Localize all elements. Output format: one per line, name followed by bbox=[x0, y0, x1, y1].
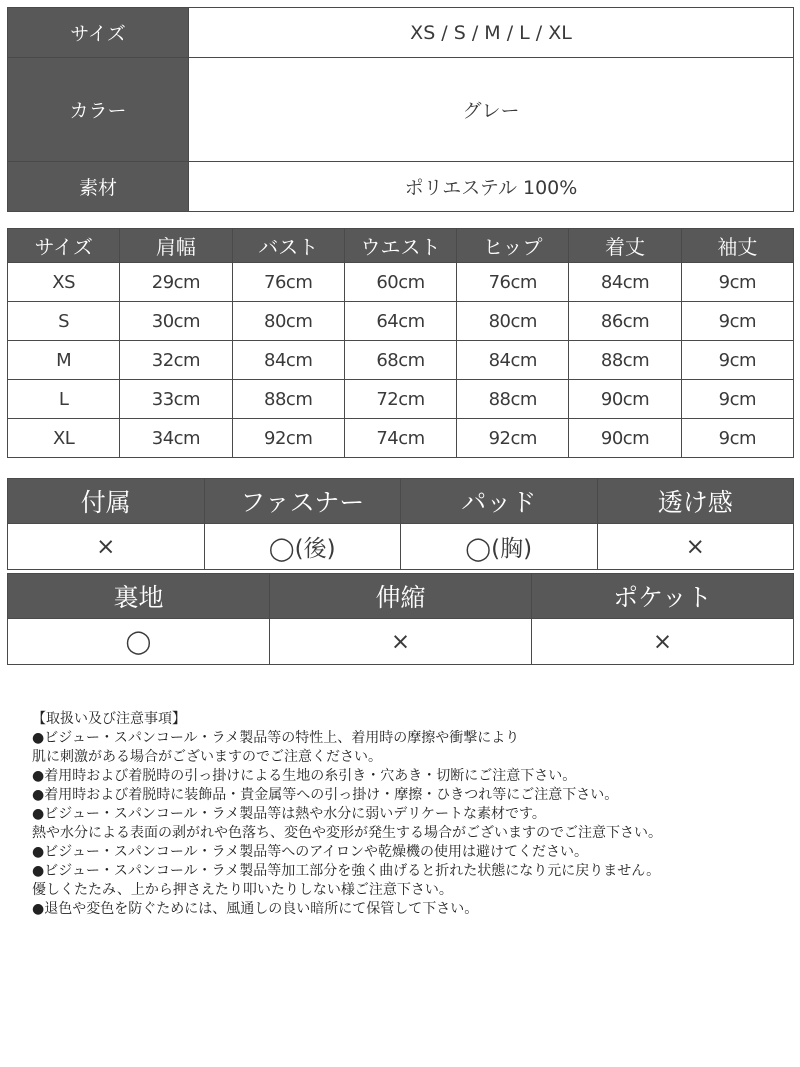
size-label: サイズ bbox=[8, 8, 189, 58]
length-cell: 88cm bbox=[569, 341, 681, 380]
sleeve-cell: 9cm bbox=[681, 263, 793, 302]
feature-zipper-label: ファスナー bbox=[204, 479, 401, 524]
header-bust: バスト bbox=[232, 229, 344, 263]
header-waist: ウエスト bbox=[344, 229, 456, 263]
features-header-row bbox=[8, 574, 794, 619]
notes-line: ●ビジュー・スパンコール・ラメ製品等加工部分を強く曲げると折れた状態になり元に戻りません。 bbox=[32, 863, 661, 879]
material-label: 素材 bbox=[8, 162, 189, 212]
table-row bbox=[8, 263, 794, 302]
header-hip: ヒップ bbox=[457, 229, 569, 263]
size-value: XS / S / M / L / XL bbox=[189, 8, 794, 58]
material-value: ポリエステル 100% bbox=[189, 162, 794, 212]
bust-cell: 88cm bbox=[232, 380, 344, 419]
length-cell: 84cm bbox=[569, 263, 681, 302]
size-cell: S bbox=[8, 302, 120, 341]
length-cell: 86cm bbox=[569, 302, 681, 341]
table-row bbox=[8, 341, 794, 380]
size-chart-header bbox=[8, 229, 794, 263]
feature-pad-value: ◯(胸) bbox=[401, 524, 598, 570]
size-cell: L bbox=[8, 380, 120, 419]
table-row bbox=[8, 419, 794, 458]
color-value: グレー bbox=[189, 58, 794, 162]
sleeve-cell: 9cm bbox=[681, 419, 793, 458]
length-cell: 90cm bbox=[569, 380, 681, 419]
hip-cell: 76cm bbox=[457, 263, 569, 302]
table-row bbox=[8, 380, 794, 419]
feature-lining-value: ◯ bbox=[8, 619, 270, 665]
feature-pocket-value: × bbox=[532, 619, 794, 665]
bust-cell: 92cm bbox=[232, 419, 344, 458]
sleeve-cell: 9cm bbox=[681, 302, 793, 341]
header-length: 着丈 bbox=[569, 229, 681, 263]
notes-line: 肌に刺激がある場合がございますのでご注意ください。 bbox=[32, 749, 382, 765]
care-notes bbox=[32, 710, 772, 919]
bust-cell: 80cm bbox=[232, 302, 344, 341]
hip-cell: 84cm bbox=[457, 341, 569, 380]
feature-accessory-label: 付属 bbox=[8, 479, 205, 524]
color-label: カラー bbox=[8, 58, 189, 162]
shoulder-cell: 30cm bbox=[120, 302, 232, 341]
notes-line: 優しくたたみ、上から押さえたり叩いたりしない様ご注意下さい。 bbox=[32, 882, 453, 898]
waist-cell: 60cm bbox=[344, 263, 456, 302]
notes-line: ●着用時および着脱時の引っ掛けによる生地の糸引き・穴あき・切断にご注意下さい。 bbox=[32, 768, 577, 784]
feature-pocket-label: ポケット bbox=[532, 574, 794, 619]
feature-lining-label: 裏地 bbox=[8, 574, 270, 619]
info-row-color bbox=[8, 58, 794, 162]
features-value-row bbox=[8, 619, 794, 665]
feature-zipper-value: ◯(後) bbox=[204, 524, 401, 570]
feature-accessory-value: × bbox=[8, 524, 205, 570]
size-cell: XL bbox=[8, 419, 120, 458]
shoulder-cell: 34cm bbox=[120, 419, 232, 458]
waist-cell: 72cm bbox=[344, 380, 456, 419]
table-row bbox=[8, 302, 794, 341]
features-table-1 bbox=[7, 478, 794, 570]
notes-line: ●ビジュー・スパンコール・ラメ製品等へのアイロンや乾燥機の使用は避けてください。 bbox=[32, 844, 588, 860]
length-cell: 90cm bbox=[569, 419, 681, 458]
features-header-row bbox=[8, 479, 794, 524]
feature-sheerness-value: × bbox=[597, 524, 794, 570]
shoulder-cell: 29cm bbox=[120, 263, 232, 302]
shoulder-cell: 32cm bbox=[120, 341, 232, 380]
features-table-2 bbox=[7, 573, 794, 665]
hip-cell: 88cm bbox=[457, 380, 569, 419]
info-row-material bbox=[8, 162, 794, 212]
feature-stretch-value: × bbox=[270, 619, 532, 665]
bust-cell: 84cm bbox=[232, 341, 344, 380]
feature-sheerness-label: 透け感 bbox=[597, 479, 794, 524]
header-size: サイズ bbox=[8, 229, 120, 263]
notes-line: ●着用時および着脱時に装飾品・貴金属等への引っ掛け・摩擦・ひきつれ等にご注意下さい。 bbox=[32, 787, 619, 803]
size-chart-table bbox=[7, 228, 794, 458]
sleeve-cell: 9cm bbox=[681, 380, 793, 419]
header-sleeve: 袖丈 bbox=[681, 229, 793, 263]
feature-stretch-label: 伸縮 bbox=[270, 574, 532, 619]
bust-cell: 76cm bbox=[232, 263, 344, 302]
size-cell: XS bbox=[8, 263, 120, 302]
info-row-size bbox=[8, 8, 794, 58]
notes-line: ●退色や変色を防ぐためには、風通しの良い暗所にて保管して下さい。 bbox=[32, 901, 479, 917]
notes-line: ●ビジュー・スパンコール・ラメ製品等は熱や水分に弱いデリケートな素材です。 bbox=[32, 806, 546, 822]
shoulder-cell: 33cm bbox=[120, 380, 232, 419]
waist-cell: 68cm bbox=[344, 341, 456, 380]
hip-cell: 92cm bbox=[457, 419, 569, 458]
product-info-table bbox=[7, 7, 794, 212]
notes-line: ●ビジュー・スパンコール・ラメ製品等の特性上、着用時の摩擦や衝撃により bbox=[32, 730, 520, 746]
hip-cell: 80cm bbox=[457, 302, 569, 341]
size-cell: M bbox=[8, 341, 120, 380]
waist-cell: 64cm bbox=[344, 302, 456, 341]
notes-line: 熱や水分による表面の剥がれや色落ち、変色や変形が発生する場合がございますのでご注意下さい。 bbox=[32, 825, 662, 841]
feature-pad-label: パッド bbox=[401, 479, 598, 524]
waist-cell: 74cm bbox=[344, 419, 456, 458]
header-shoulder: 肩幅 bbox=[120, 229, 232, 263]
features-value-row bbox=[8, 524, 794, 570]
sleeve-cell: 9cm bbox=[681, 341, 793, 380]
notes-heading: 【取扱い及び注意事項】 bbox=[32, 711, 186, 727]
